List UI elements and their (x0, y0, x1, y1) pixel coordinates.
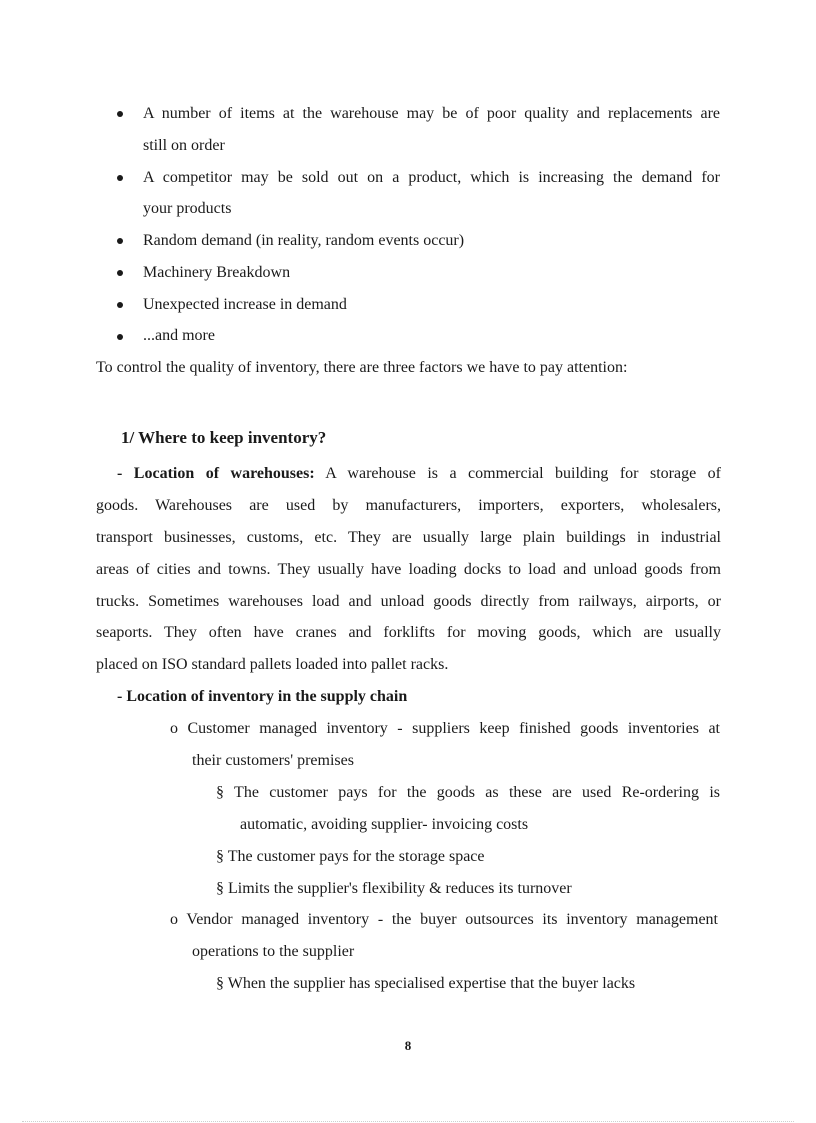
bullet-marker (117, 175, 123, 181)
bullet-2-line-1: A competitor may be sold out on a product, which is increasing the demand for (143, 169, 720, 186)
customer-sub-1-line-2: automatic, avoiding supplier- invoicing costs (240, 816, 529, 833)
bullet-marker (117, 334, 123, 340)
vendor-sub-1: § When the supplier has specialised expertise that the buyer lacks (216, 975, 636, 992)
warehouses-line-3: transport businesses, customs, etc. They are usually large plain buildings in industrial (96, 529, 721, 546)
bullet-marker (117, 302, 123, 308)
bullet-1-line-1: A number of items at the warehouse may be of poor quality and replacements are (143, 105, 720, 122)
warehouses-line-4: areas of cities and towns. They usually have loading docks to load and unload goods from (96, 561, 721, 578)
intro-paragraph: To control the quality of inventory, there are three factors we have to pay attention: (96, 359, 628, 376)
bullet-2-line-2: your products (143, 200, 232, 217)
page-bottom-divider (22, 1121, 794, 1122)
warehouses-line-7: placed on ISO standard pallets loaded into pallet racks. (96, 656, 449, 673)
section-heading: 1/ Where to keep inventory? (121, 428, 327, 447)
page-number: 8 (404, 1038, 412, 1053)
warehouses-text: A warehouse is a commercial building for storage of (325, 465, 721, 482)
customer-sub-2: § The customer pays for the storage space (216, 848, 485, 865)
bullet-4: Machinery Breakdown (143, 264, 291, 281)
warehouses-line-5: trucks. Sometimes warehouses load and unload goods directly from railways, airports, or (96, 593, 721, 610)
vendor-managed-line-1: o Vendor managed inventory - the buyer outsources its inventory management (170, 911, 718, 928)
supply-chain-label: - Location of inventory in the supply chain (117, 688, 408, 705)
warehouses-line-6: seaports. They often have cranes and forklifts for moving goods, which are usually (96, 624, 721, 641)
bullet-1-line-2: still on order (143, 137, 225, 154)
warehouses-line-1 (117, 464, 721, 484)
customer-managed-line-1: o Customer managed inventory - suppliers keep finished goods inventories at (170, 720, 720, 737)
bullet-3: Random demand (in reality, random events occur) (143, 232, 465, 249)
bullet-5: Unexpected increase in demand (143, 296, 347, 313)
customer-sub-1-line-1: § The customer pays for the goods as these are used Re-ordering is (216, 784, 720, 801)
customer-managed-line-2: their customers' premises (192, 752, 354, 769)
customer-sub-3: § Limits the supplier's flexibility & reduces its turnover (216, 880, 572, 897)
bullet-marker (117, 270, 123, 276)
warehouses-line-2: goods. Warehouses are used by manufacturers, importers, exporters, wholesalers, (96, 497, 721, 514)
bullet-marker (117, 238, 123, 244)
warehouses-label: - Location of warehouses: (117, 465, 315, 482)
vendor-managed-line-2: operations to the supplier (192, 943, 355, 960)
bullet-marker (117, 111, 123, 117)
bullet-6: ...and more (143, 327, 215, 344)
